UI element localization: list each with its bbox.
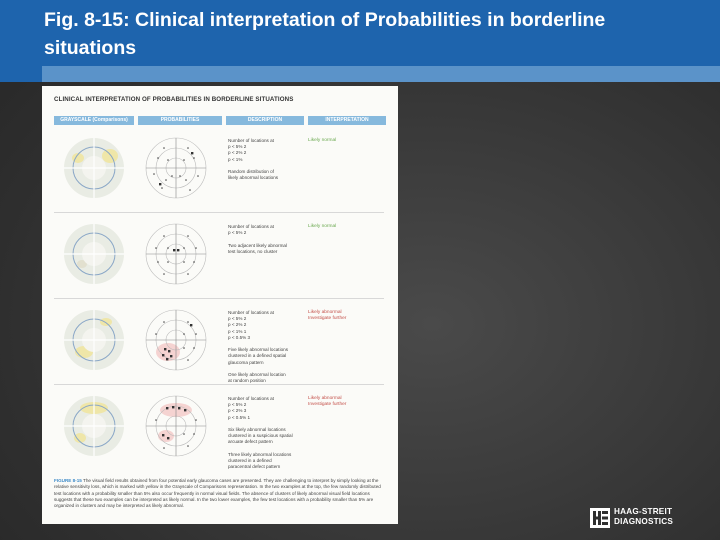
description-line: Three likely abnormal locations <box>228 451 292 457</box>
figure-page <box>42 86 398 524</box>
description-line: Number of locations at <box>228 310 274 315</box>
column-header-grayscale: GRAYSCALE (Comparisons) <box>54 116 134 125</box>
description-line: Six likely abnormal locations <box>228 427 286 433</box>
description-1 <box>228 138 298 181</box>
grayscale-field-4 <box>62 394 126 458</box>
logo-line-1: HAAG-STREIT <box>614 507 673 516</box>
hs-logo-icon <box>590 508 610 528</box>
description-line: arcuate defect pattern <box>228 439 273 445</box>
haag-streit-logo <box>590 507 708 529</box>
interpretation-2 <box>308 224 336 230</box>
description-line: at random position <box>228 378 266 384</box>
column-header-description: DESCRIPTION <box>226 116 304 125</box>
description-line: test locations, no cluster <box>228 248 278 254</box>
description-2 <box>228 224 298 255</box>
grayscale-field-3 <box>62 308 126 372</box>
caption-label: FIGURE 8-15 <box>54 478 82 483</box>
interpretation-label: Likely normal <box>308 224 337 229</box>
description-line: p < 5% 2 <box>228 402 247 408</box>
probability-map-1 <box>144 136 208 200</box>
description-line: p < 0.5% 1 <box>228 414 251 420</box>
description-line: p < 0.5% 3 <box>228 334 251 340</box>
row-divider <box>54 298 384 299</box>
interpretation-1 <box>308 138 336 144</box>
description-line: p < 2% 2 <box>228 150 247 156</box>
description-line: glaucoma pattern <box>228 359 264 365</box>
column-header-probabilities: PROBABILITIES <box>138 116 222 125</box>
description-4 <box>228 396 298 470</box>
description-line: Number of locations at <box>228 138 274 143</box>
interpretation-label: Likely normal <box>308 138 337 143</box>
interpretation-4 <box>308 396 346 408</box>
description-line: One likely abnormal location <box>228 372 286 378</box>
description-line: p < 5% 2 <box>228 316 247 322</box>
description-line: p < 1% 1 <box>228 328 247 334</box>
description-line: p < 5% 2 <box>228 144 247 150</box>
description-line: p < 5% 2 <box>228 230 247 236</box>
logo-wordmark <box>614 507 673 527</box>
description-line: p < 2% 2 <box>228 322 247 328</box>
description-line: paracentral defect pattern <box>228 464 281 470</box>
interpretation-note: Investigate further <box>308 316 347 321</box>
description-line: Random distribution of <box>228 169 274 175</box>
row-divider <box>54 384 384 385</box>
interpretation-3 <box>308 310 346 322</box>
figure-caption <box>54 478 386 509</box>
probability-map-3 <box>144 308 208 372</box>
interpretation-label: Likely abnormal <box>308 310 342 315</box>
description-line: clustered in a defined <box>228 458 272 464</box>
grayscale-field-2 <box>62 222 126 286</box>
figure-title: CLINICAL INTERPRETATION OF PROBABILITIES IN BORDERLINE SITUATIONS <box>54 96 294 103</box>
description-line: clustered in a defined spatial <box>228 353 287 359</box>
description-3 <box>228 310 298 384</box>
column-header-interpretation: INTERPRETATION <box>308 116 386 125</box>
probability-map-4 <box>144 394 208 458</box>
caption-text: The visual field results obtained from four potential early glaucoma cases are presented. They are challenging to interpret by simply looking at the relative sensitivity loss, which is marked with yellow in the Grayscale of Comparisons representation. In the two examples at the top, the few randomly distributed test locations with a probability smaller than 5% also occur frequently in normal visual fields. The absence of clusters of likely abnormal visual field locations suggests that these two examples can be interpreted as likely normal. In the two lower examples, the few test locations with a probability smaller than 5% are organized in clusters and may be interpreted as likely abnormal. <box>54 478 381 509</box>
description-line: Two adjacent likely abnormal <box>228 242 287 248</box>
header-accent-strip <box>42 66 720 82</box>
description-line: p < 2% 3 <box>228 408 247 414</box>
description-line: p < 1% <box>228 156 243 162</box>
description-line: Number of locations at <box>228 224 274 229</box>
interpretation-note: Investigate further <box>308 402 347 407</box>
logo-line-2: DIAGNOSTICS <box>614 517 674 526</box>
slide-title: Fig. 8-15: Clinical interpretation of Probabilities in borderline situations <box>44 9 606 59</box>
grayscale-field-1 <box>62 136 126 200</box>
description-line: Five likely abnormal locations <box>228 347 288 353</box>
probability-map-2 <box>144 222 208 286</box>
row-divider <box>54 212 384 213</box>
description-line: Number of locations at <box>228 396 274 401</box>
description-line: clustered in a suspicious spatial <box>228 433 293 439</box>
interpretation-label: Likely abnormal <box>308 396 342 401</box>
description-line: likely abnormal locations <box>228 175 279 181</box>
